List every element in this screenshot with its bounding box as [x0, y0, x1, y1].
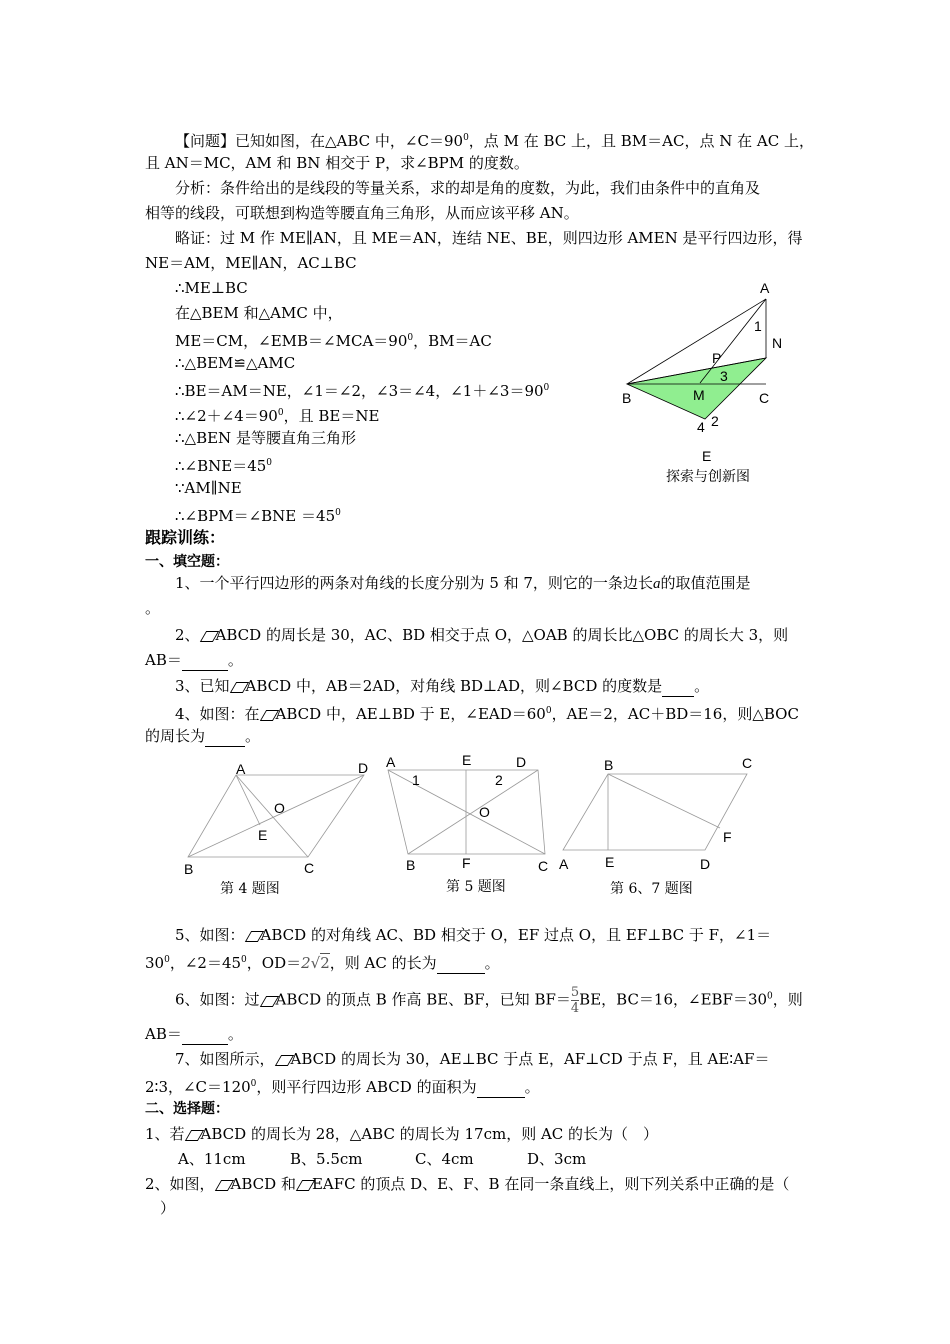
label-P: P	[712, 350, 722, 366]
problem-line-1: 【问题】已知如图，在△ABC 中，$\angle C=90^0$，点 M 在 BC 上，且 BM＝AC，点 N 在 AC 上，	[175, 132, 814, 150]
fig4-label-B: B	[184, 861, 194, 877]
choice-option-a[interactable]: A、11cm	[178, 1150, 246, 1168]
answer-blank[interactable]	[205, 726, 245, 747]
proof-step-6: $\therefore\angle 2+\angle 4=90^0$，且 BE＝NE	[175, 407, 380, 425]
fig4-label-C: C	[304, 860, 315, 876]
fig5-label-F: F	[462, 855, 471, 871]
parallelogram-icon	[275, 1055, 291, 1065]
parallelogram-icon	[230, 682, 246, 692]
fig4-label-O: O	[274, 800, 285, 816]
proof-step-3: ME＝CM，$\angle EMB=\angle MCA=90^0$，BM＝AC	[175, 332, 492, 350]
figure-q5	[380, 750, 560, 880]
fig5-label-1: 1	[412, 772, 420, 788]
caption-q4: 第 4 题图	[220, 881, 280, 897]
label-2: 2	[711, 413, 719, 429]
fig6-label-B: B	[604, 757, 614, 773]
fig6-label-E: E	[605, 854, 615, 870]
question-4: 4、如图：在 ABCD 中，AE⊥BD 于 E，$\angle EAD=60^0$，AE＝2，AC＋BD＝16，则△BOC	[175, 705, 799, 723]
question-5-cont: $30^0$，$\angle 2=45^0$，OD＝2√2，则 AC 的长为 。	[145, 954, 500, 972]
fig4-label-A: A	[236, 761, 246, 777]
question-6-answer: AB＝ 。	[145, 1025, 243, 1043]
proof-line-2: NE＝AM，ME∥AN，AC⊥BC	[145, 254, 357, 272]
caption-q6-7: 第 6、7 题图	[610, 881, 693, 897]
choice-question-1: 1、若 ABCD 的周长为 28，△ABC 的周长为 17cm，则 AC 的长为（ ）	[145, 1125, 659, 1143]
question-3: 3、已知 ABCD 中，AB＝2AD，对角线 BD⊥AD，则∠BCD 的度数是 。	[175, 677, 710, 695]
label-A: A	[760, 280, 770, 296]
fig5-label-D: D	[516, 754, 527, 770]
choice-option-d[interactable]: D、3cm	[527, 1150, 587, 1168]
parallelogram-icon	[260, 996, 276, 1006]
answer-blank[interactable]	[477, 1077, 525, 1098]
proof-step-9: ∵AM∥NE	[175, 479, 242, 497]
figure-q4	[180, 755, 380, 880]
question-5: 5、如图： ABCD 的对角线 AC、BD 相交于 O，EF 过点 O，且 EF⊥BC 于 F，∠1＝	[175, 926, 772, 944]
choice-option-c[interactable]: C、4cm	[415, 1150, 474, 1168]
proof-step-2: 在△BEM 和△AMC 中，	[175, 304, 343, 322]
label-1: 1	[754, 318, 762, 334]
parallelogram-icon	[245, 931, 261, 941]
answer-blank[interactable]	[437, 953, 485, 974]
proof-step-8: $\therefore\angle BNE=45^0$	[175, 457, 273, 475]
label-E: E	[702, 448, 712, 464]
parallelogram-icon	[296, 1180, 312, 1190]
proof-step-1: ∴ME⊥BC	[175, 279, 248, 297]
label-3: 3	[720, 368, 728, 384]
parallelogram-icon	[215, 1180, 231, 1190]
question-1: 1、一个平行四边形的两条对角线的长度分别为 5 和 7，则它的一条边长a的取值范围是	[175, 574, 751, 592]
parallelogram-icon	[200, 631, 216, 641]
label-C: C	[759, 390, 770, 406]
answer-blank[interactable]	[662, 676, 694, 697]
caption-q5: 第 5 题图	[446, 879, 506, 895]
fig4-label-E: E	[258, 827, 268, 843]
proof-line-1: 略证：过 M 作 ME∥AN，且 ME＝AN，连结 NE、BE，则四边形 AMEN 是平行四边形，得	[175, 229, 803, 247]
problem-line-2: 且 AN＝MC，AM 和 BN 相交于 P，求∠BPM 的度数。	[145, 154, 529, 172]
proof-step-10: ∴∠BPM＝∠BNE $=45^0$	[175, 507, 341, 525]
section-multiple-choice: 二、选择题：	[145, 1101, 229, 1117]
fraction: $\frac{5}{4}$	[570, 985, 580, 1016]
fig4-label-D: D	[358, 760, 369, 776]
question-2-answer: AB＝ 。	[145, 651, 243, 669]
figure-q6-7	[555, 752, 765, 877]
fig5-label-O: O	[479, 804, 490, 820]
training-heading: 跟踪训练：	[145, 528, 226, 547]
analysis-line-2: 相等的线段，可联想到构造等腰直角三角形，从而应该平移 AN。	[145, 204, 579, 222]
choice-question-2-end: ）	[160, 1199, 176, 1217]
proof-step-4: ∴△BEM≌△AMC	[175, 354, 296, 372]
question-2: 2、 ABCD 的周长是 30，AC、BD 相交于点 O，△OAB 的周长比△OBC 的周长大 3，则	[175, 626, 789, 644]
fig5-label-C: C	[538, 858, 549, 874]
fig6-label-C: C	[742, 755, 753, 771]
fig5-label-E: E	[462, 752, 472, 768]
fig5-label-B: B	[406, 857, 416, 873]
question-4-end: 的周长为 。	[145, 727, 261, 745]
question-7-cont: 2∶3，$\angle C=120^0$，则平行四边形 ABCD 的面积为 。	[145, 1078, 540, 1096]
figure-exploration-caption: 探索与创新图	[666, 469, 750, 485]
choice-option-b[interactable]: B、5.5cm	[290, 1150, 363, 1168]
fig5-label-2: 2	[495, 772, 503, 788]
label-M: M	[693, 387, 705, 403]
label-N: N	[772, 335, 783, 351]
fig5-label-A: A	[386, 754, 396, 770]
fig6-label-F: F	[723, 829, 732, 845]
answer-blank[interactable]	[182, 650, 228, 671]
fig6-label-A: A	[559, 856, 569, 872]
label-B: B	[622, 390, 632, 406]
choice-question-2: 2、如图， ABCD 和 EAFC 的顶点 D、E、F、B 在同一条直线上，则下列关系中正确的是（	[145, 1175, 790, 1193]
fig6-label-D: D	[700, 856, 711, 872]
figure-exploration	[600, 275, 810, 475]
question-1-end: 。	[145, 599, 161, 617]
question-7: 7、如图所示， ABCD 的周长为 30，AE⊥BC 于点 E，AF⊥CD 于点 F，且 AE∶AF＝	[175, 1050, 770, 1068]
answer-blank[interactable]	[182, 1024, 228, 1045]
proof-step-5: ∴BE＝AM＝NE，∠1＝∠2，∠3＝∠4，$\angle 1+\angle 3=90^0$	[175, 382, 550, 400]
question-6: 6、如图：过 ABCD 的顶点 B 作高 BE、BF，已知 BF＝ $\frac{5}{4}$ BE，BC＝16，$\angle EBF=30^0$，则	[175, 985, 803, 1016]
analysis-line-1: 分析：条件给出的是线段的等量关系，求的却是角的度数，为此，我们由条件中的直角及	[175, 179, 761, 197]
label-4: 4	[697, 419, 705, 435]
parallelogram-icon	[260, 710, 276, 720]
parallelogram-icon	[185, 1130, 201, 1140]
section-fill-blank: 一、填空题：	[145, 554, 229, 570]
proof-step-7: ∴△BEN 是等腰直角三角形	[175, 429, 356, 447]
